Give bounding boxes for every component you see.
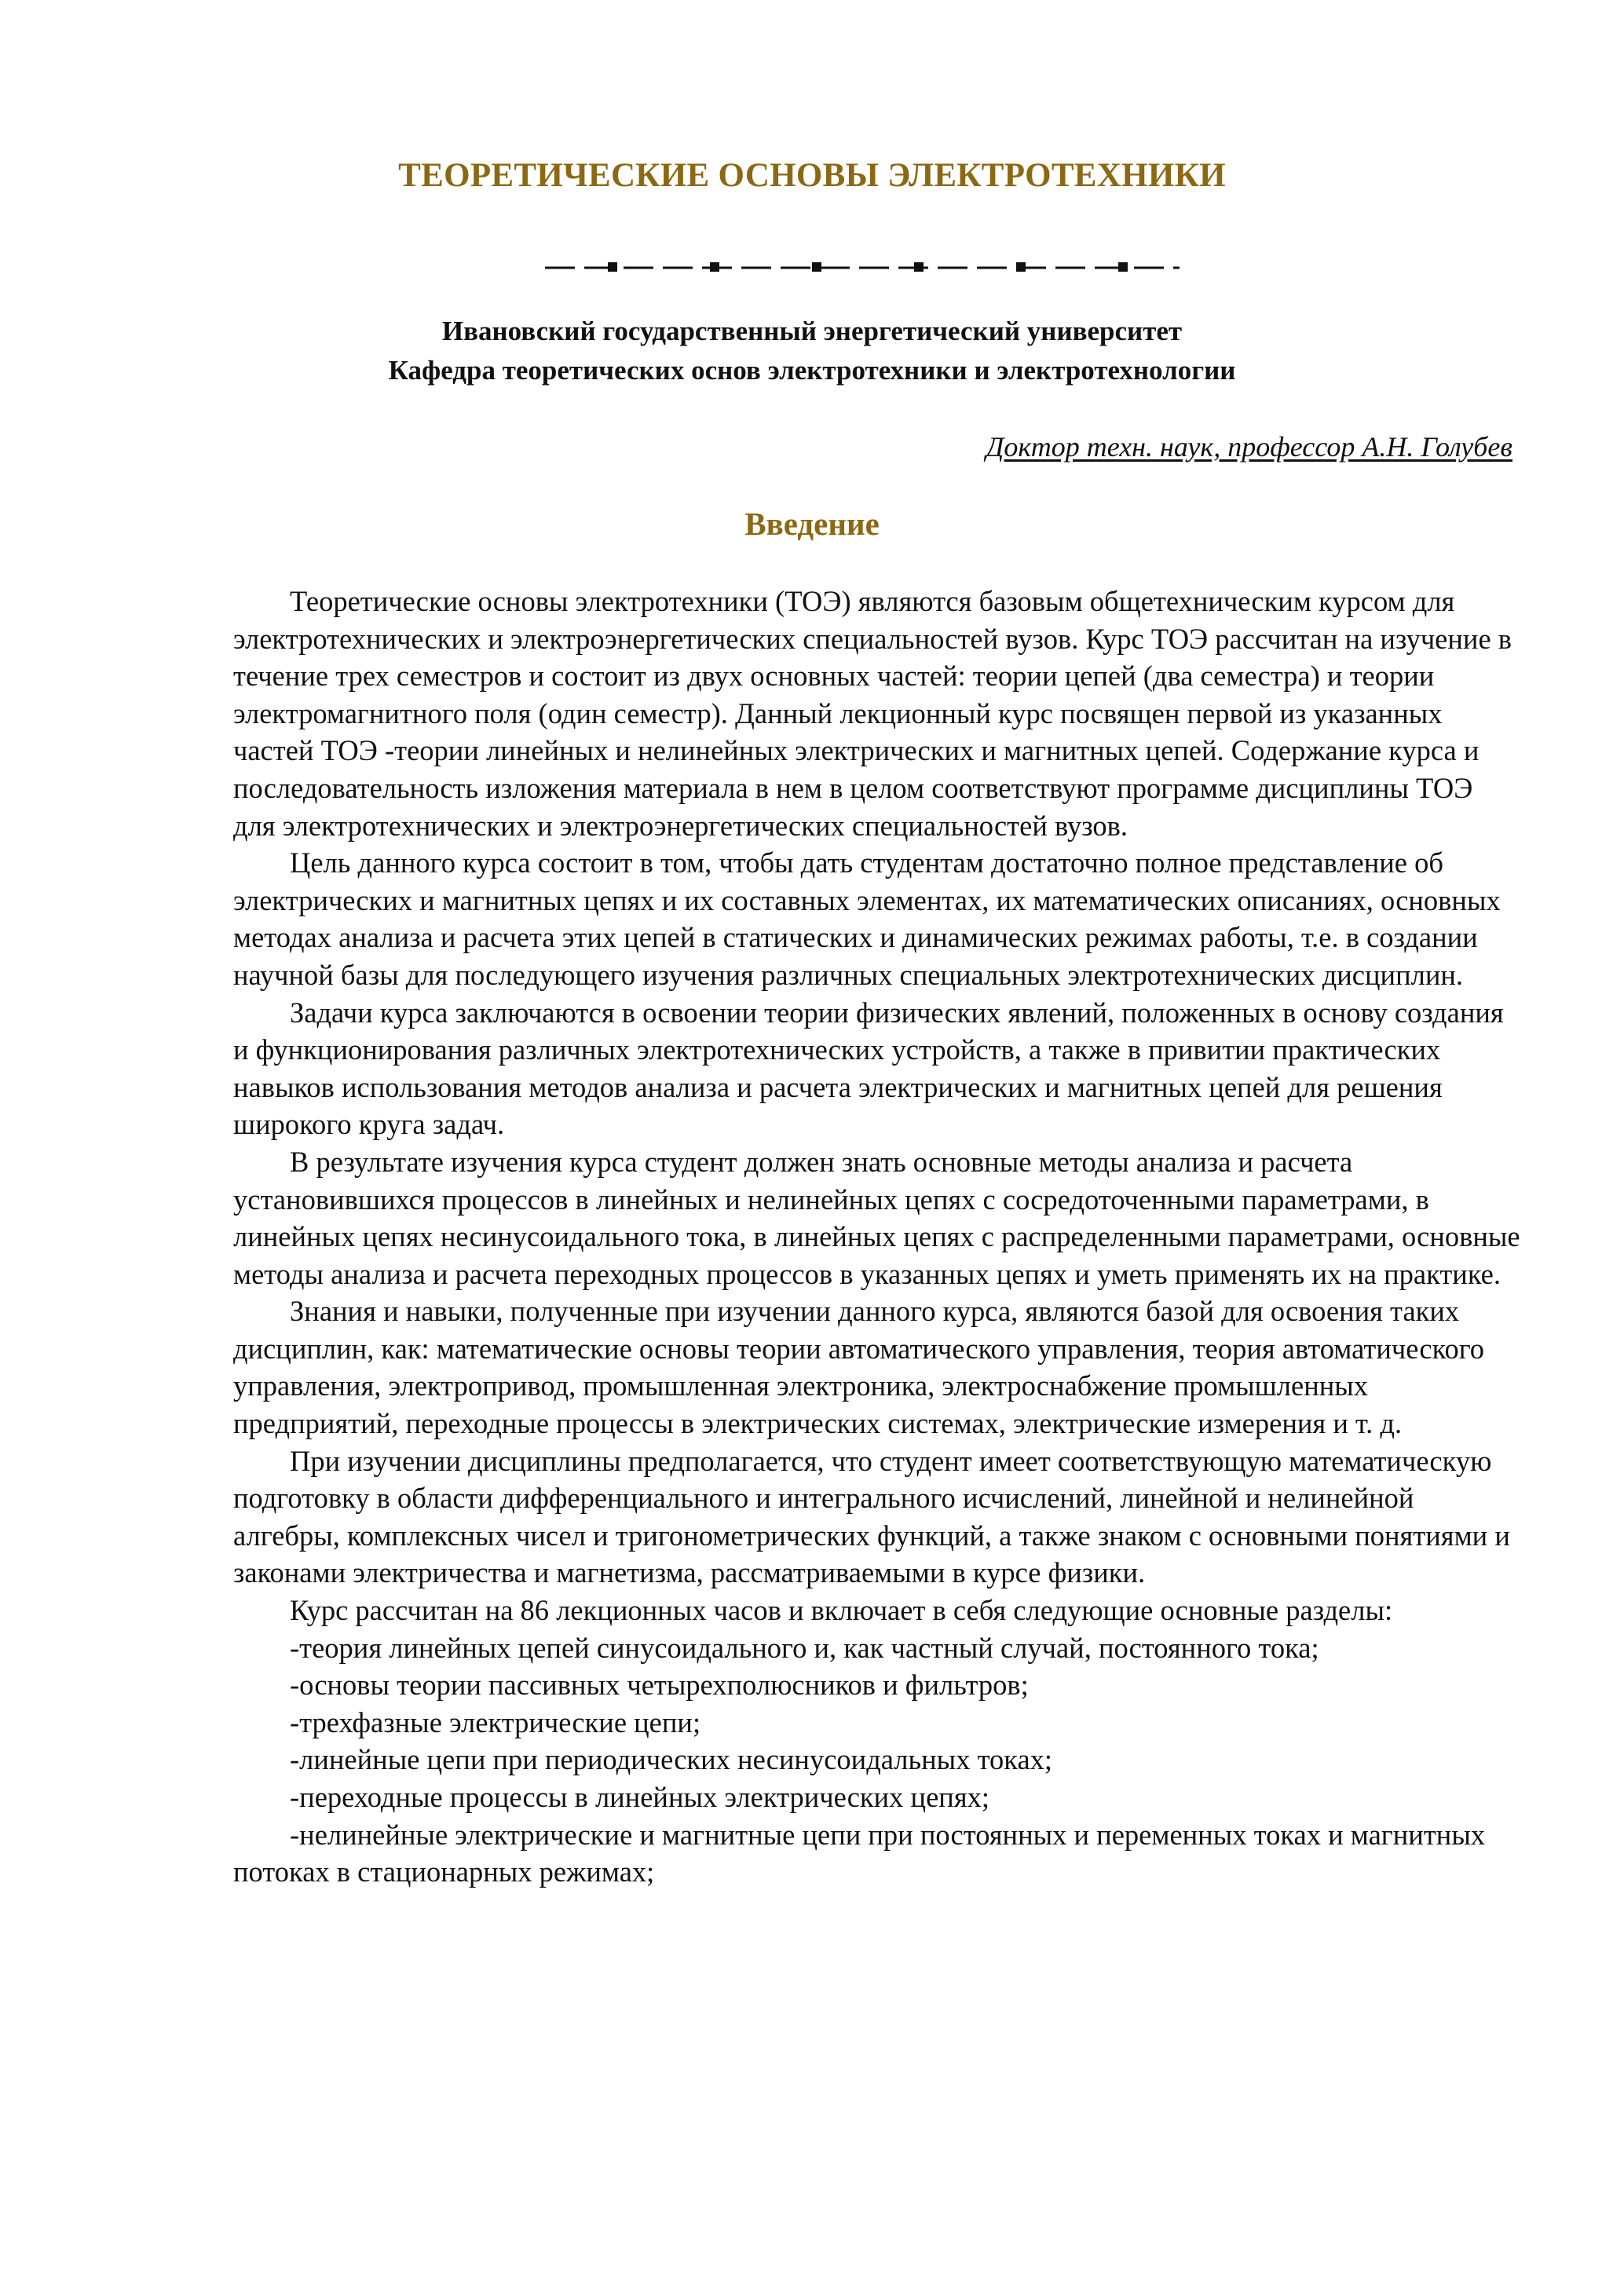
body-text bbox=[233, 583, 1521, 1891]
paragraph: В результате изучения курса студент должен знать основные методы анализа и расчета установившихся процессов в линейных и нелинейных цепях с сосредоточенными параметрами, в линейных цепях несинусоидального тока, в линейных цепях с распределенными параметрами, основные методы анализа и расчета переходных процессов в указанных цепях и уметь применять их на практике. bbox=[233, 1145, 1520, 1290]
document-title: ТЕОРЕТИЧЕСКИЕ ОСНОВЫ ЭЛЕКТРОТЕХНИКИ bbox=[398, 157, 1226, 194]
sections-list bbox=[233, 1629, 1521, 1891]
paragraph: Теоретические основы электротехники (ТОЭ) являются базовым общетехническим курсом для электротехнических и электроэнергетических специальностей вузов. Курс ТОЭ рассчитан на изучение в течение трех семестров и состоит из двух основных частей: теории цепей (два семестра) и теории электромагнитного поля (один семестр). Данный лекционный курс посвящен первой из указанных частей ТОЭ -теории линейных и нелинейных электрических и магнитных цепей. Содержание курса и последовательность изложения материала в нем в целом соответствуют программе дисциплины ТОЭ для электротехнических и электроэнергетических специальностей вузов. bbox=[233, 585, 1512, 842]
author-line: Доктор техн. наук, профессор А.Н. Голубев bbox=[986, 431, 1512, 462]
list-item: -нелинейные электрические и магнитные цепи при постоянных и переменных токах и магнитных потоках в стационарных режимах; bbox=[233, 1818, 1486, 1888]
list-item: -основы теории пассивных четырехполюсников и фильтров; bbox=[290, 1669, 1029, 1702]
paragraph: При изучении дисциплины предполагается, что студент имеет соответствующую математическую подготовку в области дифференциального и интегрального исчислений, линейной и нелинейной алгебры, комплексных чисел и тригонометрических функций, а также знаком с основными понятиями и законами электричества и магнетизма, рассматриваемыми в курсе физики. bbox=[233, 1444, 1510, 1589]
list-item: -трехфазные электрические цепи; bbox=[290, 1706, 701, 1738]
university-name: Ивановский государственный энергетический университет bbox=[441, 316, 1183, 346]
paragraph: Знания и навыки, полученные при изучении данного курса, являются базой для освоения таких дисциплин, как: математические основы теории автоматического управления, теория автоматического управления, электропривод, промышленная электроника, электроснабжение промышленных предприятий, переходные процессы в электрических системах, электрические измерения и т. д. bbox=[233, 1295, 1485, 1440]
paragraph: Цель данного курса состоит в том, чтобы дать студентам достаточно полное представление об электрических и магнитных цепях и их составных элементах, их математических описаниях, основных методах анализа и расчета этих цепей в статических и динамических режимах работы, т.е. в создании научной базы для последующего изучения различных специальных электротехнических дисциплин. bbox=[233, 846, 1501, 991]
paragraph: Курс рассчитан на 86 лекционных часов и включает в себя следующие основные разделы: bbox=[290, 1594, 1393, 1627]
list-item: -теория линейных цепей синусоидального и, как частный случай, постоянного тока; bbox=[290, 1631, 1319, 1664]
list-item: -переходные процессы в линейных электрических цепях; bbox=[290, 1781, 990, 1813]
decorative-divider bbox=[545, 258, 1180, 278]
list-item: -линейные цепи при периодических несинусоидальных токах; bbox=[290, 1743, 1053, 1776]
paragraph: Задачи курса заключаются в освоении теории физических явлений, положенных в основу создания и функционирования различных электротехнических устройств, а также в привитии практических навыков использования методов анализа и расчета электрических и магнитных цепей для решения широкого круга задач. bbox=[233, 996, 1504, 1141]
section-heading: Введение bbox=[744, 506, 880, 542]
department-name: Кафедра теоретических основ электротехники и электротехнологии bbox=[388, 355, 1236, 386]
